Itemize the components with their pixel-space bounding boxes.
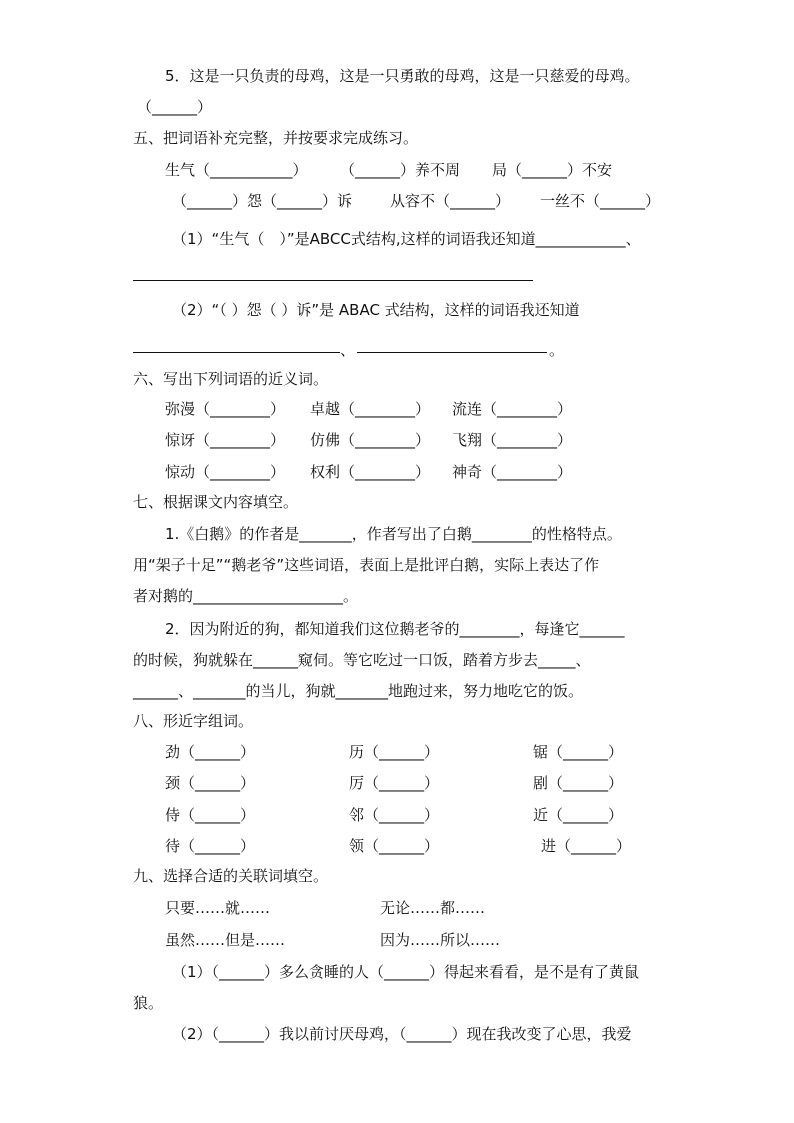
s8-char[interactable]: 厉（______） bbox=[349, 774, 440, 792]
s5-item-1: （1）“生气（ ）”是ABCC式结构,这样的词语我还知道____________、 bbox=[172, 230, 641, 248]
s5-item2-answer-line-1[interactable] bbox=[133, 352, 340, 353]
section9-heading: 九、选择合适的关联词填空。 bbox=[133, 867, 329, 885]
s9-option: 虽然……但是…… bbox=[165, 931, 286, 949]
s5-item-2: （2）“（ ）怨（ ）诉”是 ABAC 式结构，这样的词语我还知道 bbox=[172, 301, 580, 319]
s9-option: 因为……所以…… bbox=[380, 931, 501, 949]
section7-heading: 七、根据课文内容填空。 bbox=[133, 493, 299, 511]
s5-item2-answer-line-2[interactable] bbox=[357, 352, 547, 353]
s7-p1-line2: 用“架子十足”“鹅老爷”这些词语，表面上是批评白鹅，实际上表达了作 bbox=[133, 556, 600, 574]
q5-sentence: 5．这是一只负责的母鸡，这是一只勇敢的母鸡，这是一只慈爱的母鸡。 bbox=[165, 67, 640, 85]
s9-q2-line1: （2）（______）我以前讨厌母鸡，（______）现在我改变了心思，我爱 bbox=[172, 1025, 632, 1043]
s8-char[interactable]: 领（______） bbox=[349, 837, 440, 855]
s6-word[interactable]: 飞翔（________） bbox=[452, 431, 573, 449]
s7-p2-line3: ______、_______的当儿，狗就_______地跑过来，努力地吃它的饭。 bbox=[133, 682, 584, 700]
section6-heading: 六、写出下列词语的近义词。 bbox=[133, 370, 329, 388]
s8-char[interactable]: 历（______） bbox=[349, 743, 440, 761]
s7-p2-line1: 2．因为附近的狗，都知道我们这位鹅老爷的________，每逢它______ bbox=[165, 620, 625, 638]
s6-word[interactable]: 惊动（________） bbox=[165, 463, 286, 481]
s5-word-2[interactable]: （______）养不周 bbox=[340, 161, 461, 179]
s6-word[interactable]: 弥漫（________） bbox=[165, 400, 286, 418]
s8-char[interactable]: 侍（______） bbox=[165, 806, 256, 824]
s9-q1-line1: （1）（______）多么贪睡的人（______）得起来看看，是不是有了黄鼠 bbox=[172, 963, 640, 981]
s7-p2-line2: 的时候，狗就躲在______窥伺。等它吃过一口饭，踏着方步去_____、 bbox=[133, 651, 591, 669]
s7-p1-line3: 者对鹅的____________________。 bbox=[133, 587, 359, 605]
s9-option: 只要……就…… bbox=[165, 899, 271, 917]
q5-answer-blank[interactable]: （______） bbox=[137, 98, 213, 116]
s5-word-5[interactable]: 从容不（______） bbox=[390, 192, 511, 210]
s5-item2-end: 。 bbox=[549, 341, 565, 359]
s8-char[interactable]: 待（______） bbox=[165, 837, 256, 855]
s5-word-3[interactable]: 局（______）不安 bbox=[492, 161, 613, 179]
s8-char[interactable]: 颈（______） bbox=[165, 774, 256, 792]
s6-word[interactable]: 神奇（________） bbox=[452, 463, 573, 481]
s8-char[interactable]: 邻（______） bbox=[349, 806, 440, 824]
s5-word-4[interactable]: （______）怨（______）诉 bbox=[172, 192, 353, 210]
s5-word-6[interactable]: 一丝不（______） bbox=[540, 192, 661, 210]
s5-item1-answer-line[interactable] bbox=[133, 280, 533, 281]
s8-char[interactable]: 进（______） bbox=[541, 837, 632, 855]
s6-word[interactable]: 卓越（________） bbox=[310, 400, 431, 418]
s5-item2-separator: 、 bbox=[340, 341, 356, 359]
section8-heading: 八、形近字组词。 bbox=[133, 712, 254, 730]
s8-char[interactable]: 近（______） bbox=[533, 806, 624, 824]
s5-word-1[interactable]: 生气（___________） bbox=[165, 161, 308, 179]
s9-option: 无论……都…… bbox=[380, 899, 486, 917]
s6-word[interactable]: 流连（________） bbox=[452, 400, 573, 418]
s6-word[interactable]: 惊讶（________） bbox=[165, 431, 286, 449]
s6-word[interactable]: 权利（________） bbox=[310, 463, 431, 481]
s7-p1-line1: 1.《白鹅》的作者是_______，作者写出了白鹅________的性格特点。 bbox=[165, 525, 622, 543]
s8-char[interactable]: 剧（______） bbox=[533, 774, 624, 792]
s9-q1-line2: 狼。 bbox=[133, 994, 164, 1012]
s6-word[interactable]: 仿佛（________） bbox=[310, 431, 431, 449]
section5-heading: 五、把词语补充完整，并按要求完成练习。 bbox=[133, 129, 419, 147]
s8-char[interactable]: 锯（______） bbox=[533, 743, 624, 761]
s8-char[interactable]: 劲（______） bbox=[165, 743, 256, 761]
